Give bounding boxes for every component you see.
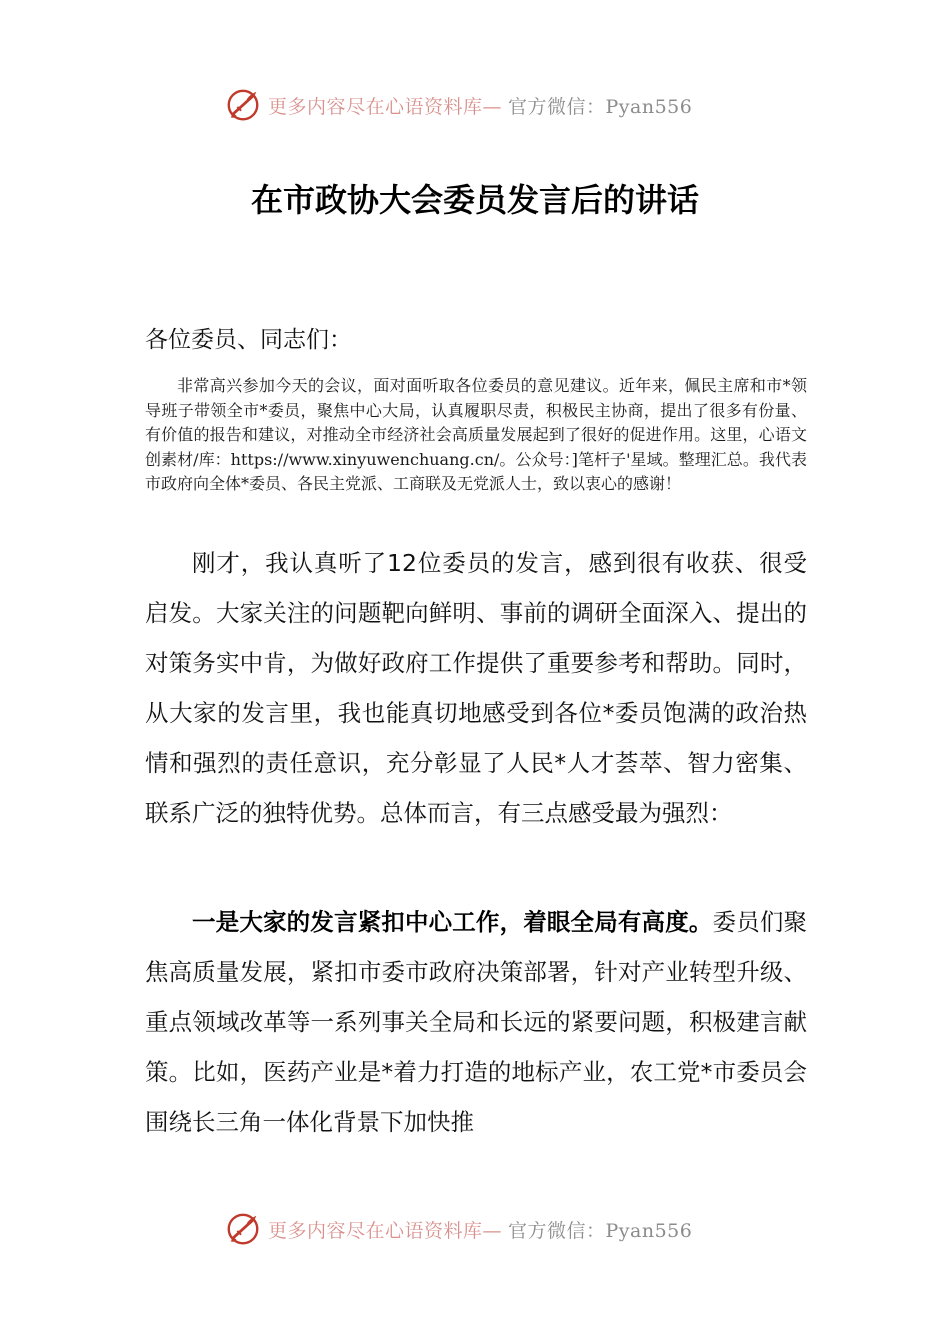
banner-wechat: 官方微信：Pyan556 <box>508 95 693 118</box>
intro-paragraph: 非常高兴参加今天的会议，面对面听取各位委员的意见建议。近年来，佩民主席和市*领导班子带领全市*委员，聚焦中心大局，认真履职尽责，积极民主协商，提出了很多有份量、有价值的报告和建议，对推动全市经济社会高质量发展起到了很好的促进作用。这里，心语文创素材/库：https://www.xinyuwenchuang.cn/。公众号：]笔杆子'星域。整理汇总。我代表市政府向全体*委员、各民主党派、工商联及无党派人士，致以衷心的感谢！ <box>145 376 807 493</box>
banner-text: 更多内容尽在心语资料库— <box>268 1219 503 1242</box>
brush-logo-icon <box>224 86 262 124</box>
body-paragraph-2 <box>145 897 807 1147</box>
banner-text: 更多内容尽在心语资料库— <box>268 95 503 118</box>
header-banner <box>224 85 692 125</box>
paragraph-2-lead: 一是大家的发言紧扣中心工作，着眼全局有高度。 <box>192 908 713 936</box>
document-title: 在市政协大会委员发言后的讲话 <box>250 181 699 219</box>
salutation: 各位委员、同志们： <box>145 327 352 353</box>
paragraph-2-rest: 委员们聚焦高质量发展，紧扣市委市政府决策部署，针对产业转型升级、重点领域改革等一系列事关全局和长远的紧要问题，积极建言献策。比如，医药产业是*着力打造的地标产业，农工党*市委员会围绕长三角一体化背景下加快推 <box>145 908 808 1136</box>
banner-wechat: 官方微信：Pyan556 <box>508 1219 693 1242</box>
body-paragraph-1: 刚才，我认真听了12位委员的发言，感到很有收获、很受启发。大家关注的问题靶向鲜明、事前的调研全面深入、提出的对策务实中肯，为做好政府工作提供了重要参考和帮助。同时，从大家的发言里，我也能真切地感受到各位*委员饱满的政治热情和强烈的责任意识，充分彰显了人民*人才荟萃、智力密集、联系广泛的独特优势。总体而言，有三点感受最为强烈： <box>145 549 807 827</box>
footer-banner <box>224 1209 692 1249</box>
brush-logo-icon <box>224 1210 262 1248</box>
